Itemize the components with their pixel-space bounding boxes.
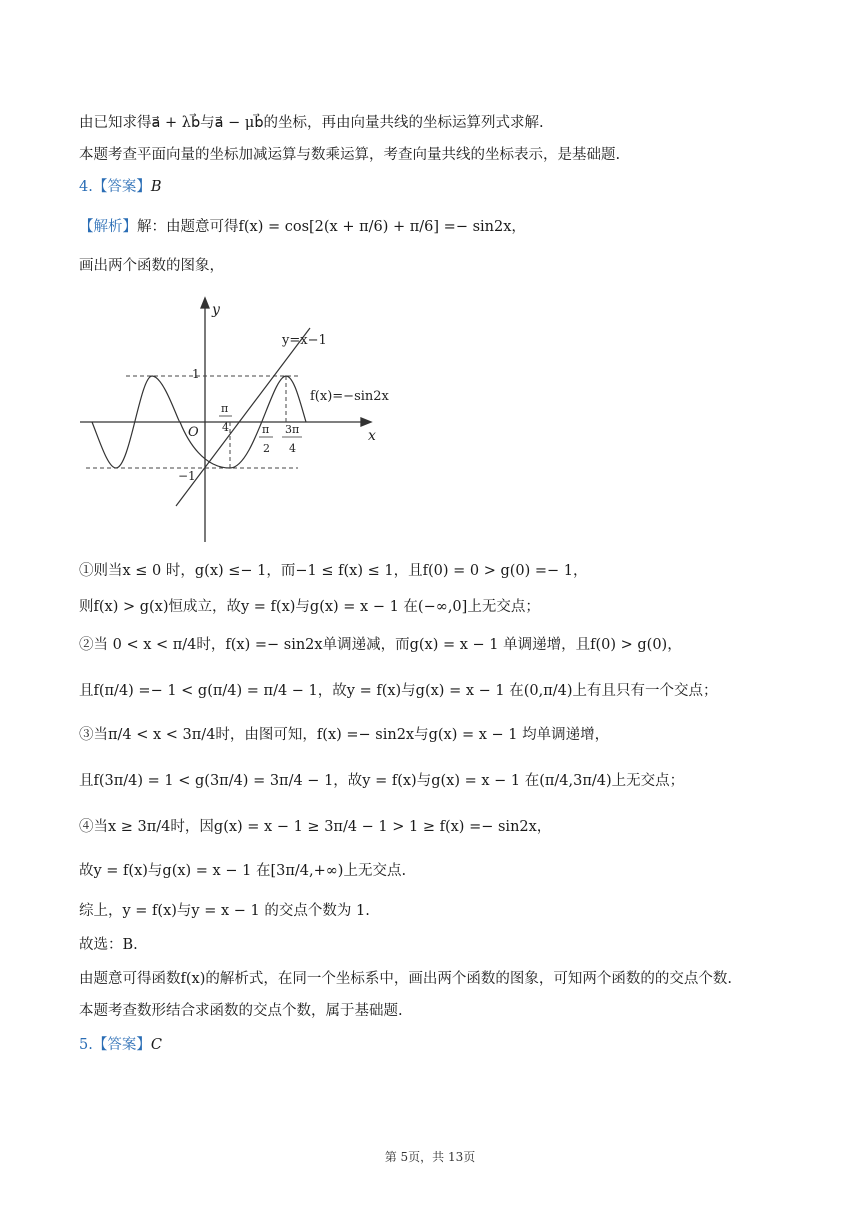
q4-answer-value: B — [150, 179, 162, 195]
line-label: y=x−1 — [282, 333, 327, 348]
q4-answer — [79, 176, 820, 198]
choice: 故选：B. — [79, 937, 138, 953]
svg-text:2: 2 — [263, 442, 270, 455]
curve-label: f(x)=−sin2x — [310, 389, 389, 404]
step-3b: 且f(3π/4) = 1 < g(3π/4) = 3π/4 − 1，故y = f(x)与g(x) = x − 1 在(π/4,3π/4)上无交点； — [79, 773, 685, 789]
q5-answer-value: C — [150, 1037, 162, 1053]
step-4: ④当x ≥ 3π/4时，因g(x) = x − 1 ≥ 3π/4 − 1 > 1 ≥ f(x) =− sin2x， — [79, 819, 552, 835]
function-graph — [78, 292, 389, 544]
comment-1: 由题意可得函数f(x)的解析式，在同一个坐标系中，画出两个函数的图象，可知两个函数的的交点个数. — [79, 971, 732, 987]
summary: 综上，y = f(x)与y = x − 1 的交点个数为 1. — [79, 903, 370, 919]
analysis-tag: 【解析】 — [79, 219, 137, 235]
q5-answer — [79, 1034, 820, 1056]
origin-label: O — [188, 425, 199, 440]
q5-answer-label: 5.【答案】 — [79, 1037, 151, 1053]
svg-text:3π: 3π — [285, 423, 300, 436]
q4-analysis — [79, 216, 820, 238]
intro-line-1: 由已知求得a⃗ + λb⃗与a⃗ − μb⃗的坐标，再由向量共线的坐标运算列式求解. — [79, 115, 544, 131]
svg-text:4: 4 — [289, 442, 296, 455]
svg-text:π: π — [221, 402, 229, 415]
q4-answer-label: 4.【答案】 — [79, 179, 151, 195]
axes — [80, 298, 371, 542]
y-axis-arrow — [201, 298, 209, 308]
step-1b: 则f(x) > g(x)恒成立，故y = f(x)与g(x) = x − 1 在(−∞,0]上无交点； — [79, 599, 540, 615]
svg-text:π: π — [262, 423, 270, 436]
comment-2: 本题考查数形结合求函数的交点个数，属于基础题. — [79, 1003, 403, 1019]
x-axis-arrow — [361, 418, 371, 426]
step-2: ②当 0 < x < π/4时，f(x) =− sin2x单调递减，而g(x) = x − 1 单调递增，且f(0) > g(0)， — [79, 637, 682, 653]
draw-instruction: 画出两个函数的图象， — [79, 258, 224, 274]
svg-text:4: 4 — [222, 421, 229, 434]
step-2b: 且f(π/4) =− 1 < g(π/4) = π/4 − 1，故y = f(x)与g(x) = x − 1 在(0,π/4)上有且只有一个交点； — [79, 683, 718, 699]
step-4b: 故y = f(x)与g(x) = x − 1 在[3π/4,+∞)上无交点. — [79, 863, 407, 879]
y-axis-label: y — [212, 302, 220, 318]
step-1: ①则当x ≤ 0 时，g(x) ≤− 1，而−1 ≤ f(x) ≤ 1，且f(0) = 0 > g(0) =− 1， — [79, 563, 588, 579]
intro-line-2: 本题考查平面向量的坐标加减运算与数乘运算，考查向量共线的坐标表示，是基础题. — [79, 147, 621, 163]
page-footer: 第 5页，共 13页 — [384, 1150, 476, 1164]
label-neg-one: −1 — [178, 469, 196, 483]
x-axis-label: x — [368, 428, 376, 444]
analysis-text: 解：由题意可得f(x) = cos[2(x + π/6) + π/6] =− sin2x， — [137, 219, 526, 235]
step-3: ③当π/4 < x < 3π/4时，由图可知，f(x) =− sin2x与g(x) = x − 1 均单调递增， — [79, 727, 610, 743]
tick-3pi-over-4 — [282, 423, 302, 455]
label-one: 1 — [192, 367, 200, 381]
tick-pi-over-2 — [259, 423, 273, 455]
line-y-x-minus-1 — [176, 328, 310, 506]
